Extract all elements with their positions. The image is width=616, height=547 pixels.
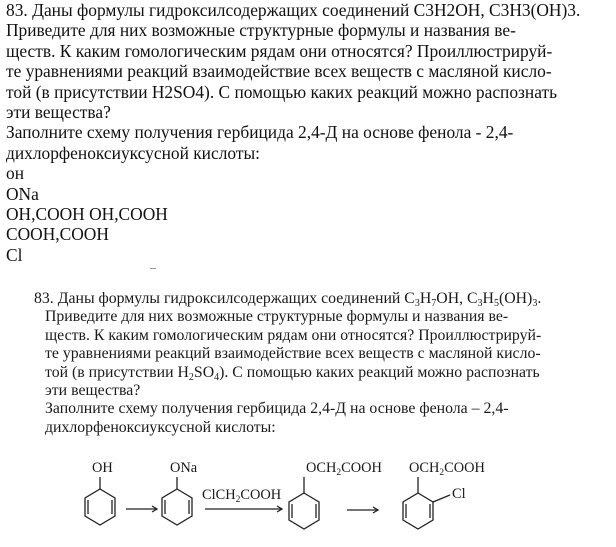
reaction-arrow-1	[126, 506, 157, 512]
typed-line: COOH,COOH	[6, 224, 109, 245]
scan-text: той (в присутствии H	[45, 363, 189, 381]
typed-line: те уравнениями реакций взаимодействие всех веществ с масляной кисло-	[6, 61, 552, 82]
subscript: 5	[493, 298, 499, 309]
phenol-ring	[85, 477, 115, 525]
stray-mark	[150, 268, 156, 269]
typed-line: эти вещества?	[6, 102, 111, 123]
oxyacetic-label	[306, 460, 382, 476]
subscript: 7	[431, 298, 437, 309]
oxyacetic-label-2	[409, 460, 485, 476]
typed-line: Приведите для них возможные структурные формулы и названия ве-	[6, 20, 516, 41]
subscript: 2	[336, 468, 342, 478]
scan-line-6: эти вещества?	[45, 382, 141, 400]
subscript: 2	[439, 468, 445, 478]
reagent-label	[202, 487, 281, 503]
oh-label: OH	[92, 460, 113, 476]
reaction-arrow-2	[205, 506, 282, 512]
scan-text: ). С помощью каких реакций можно распознать	[219, 363, 540, 381]
scan-line-2: Приведите для них возможные структурные формулы и названия ве-	[45, 308, 509, 326]
scan-text: SO	[193, 363, 215, 381]
ocr-text-block	[6, 0, 612, 265]
typed-line: 83. Даны формулы гидроксилсодержащих соединений С3Н2ОН, С3Н3(ОН)3.	[6, 0, 581, 20]
scan-line-3: ществ. К каким гомологическим рядам они относятся? Проиллюстрируй-	[45, 326, 542, 344]
formula-text: OCH	[306, 460, 337, 476]
subscript: 2	[235, 495, 241, 505]
typed-line: Заполните схему получения гербицида 2,4-Д на основе фенола - 2,4-	[6, 122, 514, 143]
typed-line: дихлорфеноксиуксусной кислоты:	[6, 142, 260, 163]
formula-text: COOH	[444, 460, 485, 476]
subscript: 2	[188, 371, 194, 383]
scan-line-8: дихлорфеноксиуксусной кислоты:	[45, 418, 276, 436]
scan-text: H	[482, 290, 494, 307]
typed-line: ONa	[6, 183, 39, 204]
scan-text: Даны формулы гидроксилсодержащих соединений C	[57, 290, 415, 307]
reagent-text: COOH	[240, 487, 282, 503]
scan-text: .	[537, 290, 542, 307]
scan-line-5	[34, 364, 610, 382]
scan-text: OH, C	[436, 290, 478, 307]
typed-line: Cl	[6, 244, 23, 265]
chlorophenoxyacetic-acid-ring	[403, 477, 450, 529]
formula-text: COOH	[341, 460, 382, 476]
chlorine-label: Cl	[452, 486, 466, 502]
scan-text: H	[419, 290, 432, 307]
scan-line-7: Заполните схему получения гербицида 2,4-Д на основе фенола – 2,4-	[45, 400, 509, 418]
scanned-problem	[34, 290, 610, 437]
subscript: 3	[414, 298, 420, 309]
subscript: 3	[477, 298, 483, 309]
reagent-text: ClCH	[202, 487, 236, 503]
scan-line-1	[34, 290, 610, 308]
phenoxyacetic-acid-ring	[289, 477, 319, 529]
reaction-scheme	[60, 455, 610, 547]
reaction-arrow-3	[347, 507, 378, 513]
question-number: 83.	[34, 290, 54, 307]
scan-line-4: те уравнениями реакций взаимодействие всех веществ с масляной кисло-	[45, 345, 541, 363]
ona-label: ONa	[170, 460, 198, 476]
sodium-phenoxide-ring	[162, 477, 192, 525]
typed-line: он	[6, 163, 25, 184]
typed-line: OH,COOH OH,COOH	[6, 204, 168, 225]
subscript: 3	[532, 298, 538, 309]
subscript: 4	[214, 371, 220, 383]
formula-text: OCH	[409, 460, 440, 476]
typed-line: той (в присутствии H2SO4). С помощью каких реакций можно распознать	[6, 81, 558, 102]
scan-text: (OH)	[498, 290, 533, 307]
typed-line: ществ. К каким гомологическим рядам они относятся? Проиллюстрируй-	[6, 40, 553, 61]
